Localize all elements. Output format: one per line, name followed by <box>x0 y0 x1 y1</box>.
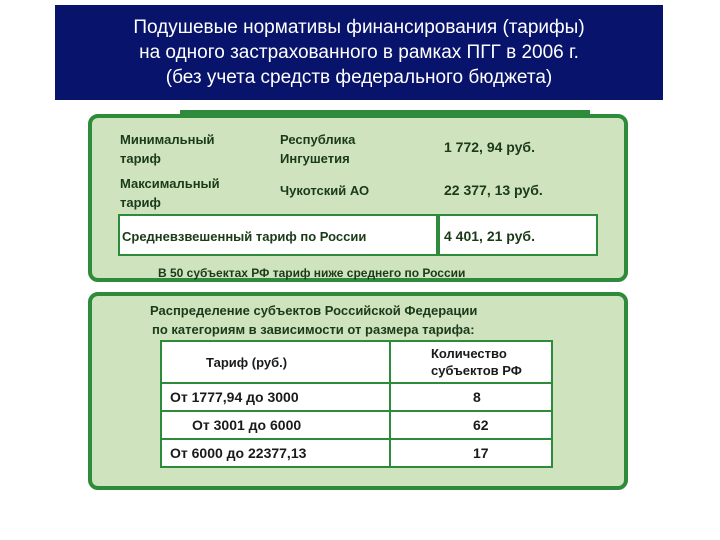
min-tariff-region-1: Республика <box>280 132 356 147</box>
min-tariff-label-1: Минимальный <box>120 132 215 147</box>
panel-top-rule <box>180 110 590 114</box>
table-header-row <box>161 341 552 383</box>
column-header-tariff-text: Тариф (руб.) <box>206 354 288 370</box>
subject-count-cell: 8 <box>390 383 552 411</box>
column-header-count-line-2: субъектов РФ <box>431 363 522 378</box>
min-tariff-region-2: Ингушетия <box>280 151 350 166</box>
title-line-2: на одного застрахованного в рамках ПГГ в 2006 г. <box>139 42 579 63</box>
max-tariff-region: Чукотский АО <box>280 183 370 198</box>
average-tariff-value: 4 401, 21 руб. <box>444 228 535 244</box>
distribution-heading-1: Распределение субъектов Российской Федерации <box>150 303 478 318</box>
column-header-tariff <box>161 341 390 383</box>
title-line-3: (без учета средств федерального бюджета) <box>165 67 553 88</box>
average-tariff-box <box>118 214 438 256</box>
below-average-note: В 50 субъектах РФ тариф ниже среднего по России <box>158 266 466 280</box>
slide-title <box>55 5 663 100</box>
distribution-table <box>160 340 553 468</box>
min-tariff-label-2: тариф <box>120 151 161 166</box>
max-tariff-value: 22 377, 13 руб. <box>444 182 543 198</box>
tariff-range-cell: От 1777,94 до 3000 <box>161 383 390 411</box>
table-row <box>161 383 552 411</box>
average-tariff-label: Средневзвешенный тариф по России <box>122 229 367 244</box>
min-tariff-value: 1 772, 94 руб. <box>444 139 535 155</box>
column-header-count <box>390 341 552 383</box>
table-row <box>161 439 552 467</box>
tariff-range-cell: От 3001 до 6000 <box>161 411 390 439</box>
average-tariff-value-box <box>438 214 598 256</box>
max-tariff-label-2: тариф <box>120 195 161 210</box>
subject-count-cell: 62 <box>390 411 552 439</box>
table-row <box>161 411 552 439</box>
title-line-1: Подушевые нормативы финансирования (тарифы) <box>133 17 585 38</box>
distribution-heading-2: по категориям в зависимости от размера тарифа: <box>152 322 475 337</box>
max-tariff-label-1: Максимальный <box>120 176 220 191</box>
tariff-range-cell: От 6000 до 22377,13 <box>161 439 390 467</box>
subject-count-cell: 17 <box>390 439 552 467</box>
column-header-count-line-1: Количество <box>431 346 507 361</box>
